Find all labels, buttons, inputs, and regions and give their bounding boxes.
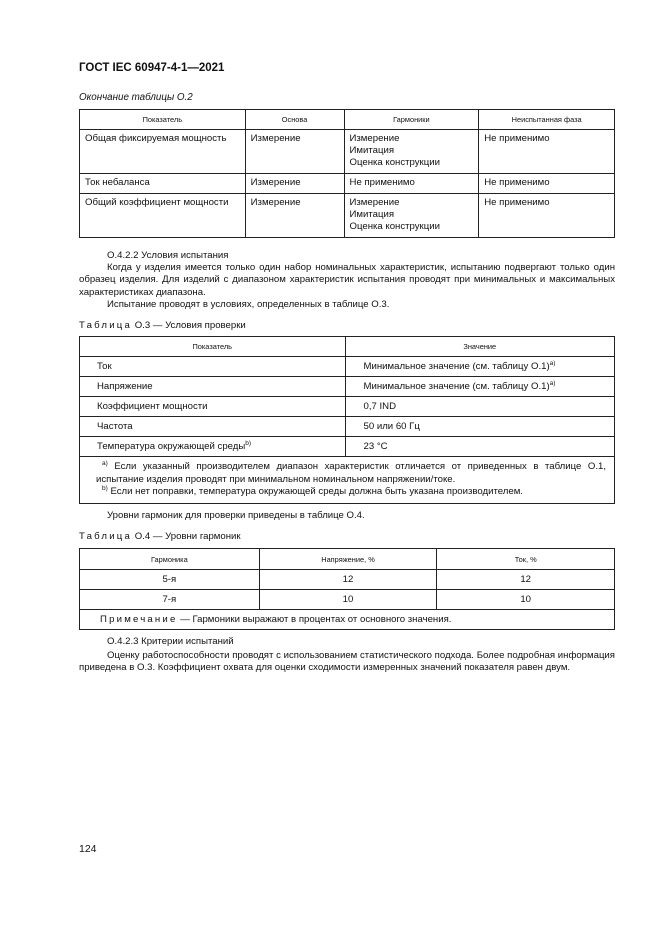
- table-row: [80, 194, 615, 238]
- footnote-mark: b): [102, 485, 108, 492]
- list-line: Имитация: [349, 145, 395, 156]
- section-heading-4-2-2: О.4.2.2 Условия испытания: [107, 250, 229, 261]
- param-cell: Коэффициент мощности: [97, 401, 208, 412]
- table-o3-test-conditions: [79, 336, 615, 504]
- table-row: [80, 590, 615, 610]
- param-cell: Частота: [97, 421, 133, 432]
- param-cell: Напряжение: [97, 381, 153, 392]
- section-heading-4-2-3: О.4.2.3 Критерии испытаний: [107, 636, 234, 647]
- table-row: [80, 357, 615, 377]
- column-header: Гармоники: [344, 110, 479, 130]
- table-header-row: [80, 337, 615, 357]
- column-header: Напряжение, %: [259, 549, 437, 570]
- table-cell: Общая фиксируемая мощность: [85, 133, 227, 144]
- paragraph: Уровни гармоник для проверки приведены в таблице О.4.: [107, 510, 365, 521]
- table-row: [80, 377, 615, 397]
- table-row: [80, 570, 615, 590]
- table-cell: Общий коэффициент мощности: [85, 197, 229, 208]
- paragraph: Оценку работоспособности проводят с использованием статистического подхода. Более подробная информация приведена в О.3. Коэффициент охвата для оценки сходимости измеренных значений показателя равен двум.: [79, 650, 615, 674]
- column-header: Гармоника: [80, 549, 260, 570]
- table-cell: [345, 130, 479, 172]
- table-cell: Не применимо: [484, 177, 550, 188]
- table-cell: [345, 194, 479, 236]
- list-line: Имитация: [349, 209, 395, 220]
- footnote-b: [96, 486, 606, 499]
- list-line: Измерение: [349, 133, 400, 144]
- table-note: [80, 610, 615, 630]
- footnote-text: Если нет поправки, температура окружающей среды должна быть указана производителем.: [110, 486, 523, 497]
- table-cell: Измерение: [250, 177, 301, 188]
- footnote-mark: a): [102, 460, 108, 467]
- column-header: Показатель: [80, 110, 246, 130]
- table-cell: 5-я: [80, 570, 260, 590]
- table-cell: Не применимо: [484, 197, 550, 208]
- footnotes-row: [80, 457, 615, 504]
- caption-word: Таблица: [79, 531, 133, 542]
- table-row: [80, 397, 615, 417]
- param-cell: Температура окружающей среды: [97, 441, 246, 452]
- value-cell: 0,7 IND: [363, 401, 397, 412]
- table-o2-continuation: [79, 109, 615, 238]
- table-o4-harmonic-levels: [79, 548, 615, 630]
- table-cell: Измерение: [250, 197, 301, 208]
- paragraph: Испытание проводят в условиях, определенных в таблице О.3.: [107, 299, 390, 310]
- page-number: 124: [79, 843, 97, 855]
- table-footnotes: [80, 457, 615, 504]
- footnote-a: [96, 461, 606, 486]
- table-header-row: [80, 110, 615, 130]
- note-text: — Гармоники выражают в процентах от основного значения.: [180, 614, 452, 625]
- list-line: Оценка конструкции: [349, 157, 440, 168]
- caption-text: О.4 — Уровни гармоник: [134, 531, 241, 542]
- value-cell: 23 °С: [363, 441, 388, 452]
- table-row: [80, 417, 615, 437]
- note-row: [80, 610, 615, 630]
- table-cell: 10: [437, 590, 615, 610]
- value-cell: Минимальное значение (см. таблицу О.1): [363, 381, 550, 392]
- column-header: Неиспытанная фаза: [479, 110, 615, 130]
- table4-caption: [79, 531, 241, 542]
- table-row: [80, 174, 615, 194]
- param-cell: Ток: [97, 361, 112, 372]
- note-word: Примечание: [100, 614, 178, 625]
- table-cell: Ток небаланса: [85, 177, 150, 188]
- footnote-ref: a): [549, 380, 556, 387]
- caption-word: Таблица: [79, 320, 133, 331]
- table-header-row: [80, 549, 615, 570]
- table-cell: 7-я: [80, 590, 260, 610]
- table3-caption: [79, 320, 246, 331]
- table2-caption: Окончание таблицы О.2: [79, 92, 193, 103]
- footnote-ref: a): [549, 360, 556, 367]
- table-cell: Измерение: [250, 133, 301, 144]
- list-line: Оценка конструкции: [349, 221, 440, 232]
- footnote-ref: b): [245, 440, 252, 447]
- table-cell: Не применимо: [349, 177, 415, 188]
- list-line: Измерение: [349, 197, 400, 208]
- table-cell: 12: [259, 570, 437, 590]
- document-header: ГОСТ IEC 60947-4-1—2021: [79, 62, 225, 74]
- table-row: [80, 437, 615, 457]
- column-header: Значение: [345, 337, 615, 357]
- table-cell: 10: [259, 590, 437, 610]
- column-header: Ток, %: [437, 549, 615, 570]
- footnote-text: Если указанный производителем диапазон характеристик отличается от приведенных в таблице О.1, испытание изделия проводят при минимальном номинальном напряжении/токе.: [96, 461, 606, 485]
- table-row: [80, 130, 615, 174]
- paragraph: Когда у изделия имеется только один набор номинальных характеристик, испытанию подвергают только один образец изделия. Для изделий с диапазоном характеристик испытания проводят при минимальных и максимальных характеристиках диапазона.: [79, 262, 615, 298]
- table-cell: Не применимо: [484, 133, 550, 144]
- value-cell: Минимальное значение (см. таблицу О.1): [363, 361, 550, 372]
- column-header: Основа: [245, 110, 344, 130]
- caption-text: О.3 — Условия проверки: [134, 320, 246, 331]
- value-cell: 50 или 60 Гц: [363, 421, 420, 432]
- column-header: Показатель: [80, 337, 346, 357]
- table-cell: 12: [437, 570, 615, 590]
